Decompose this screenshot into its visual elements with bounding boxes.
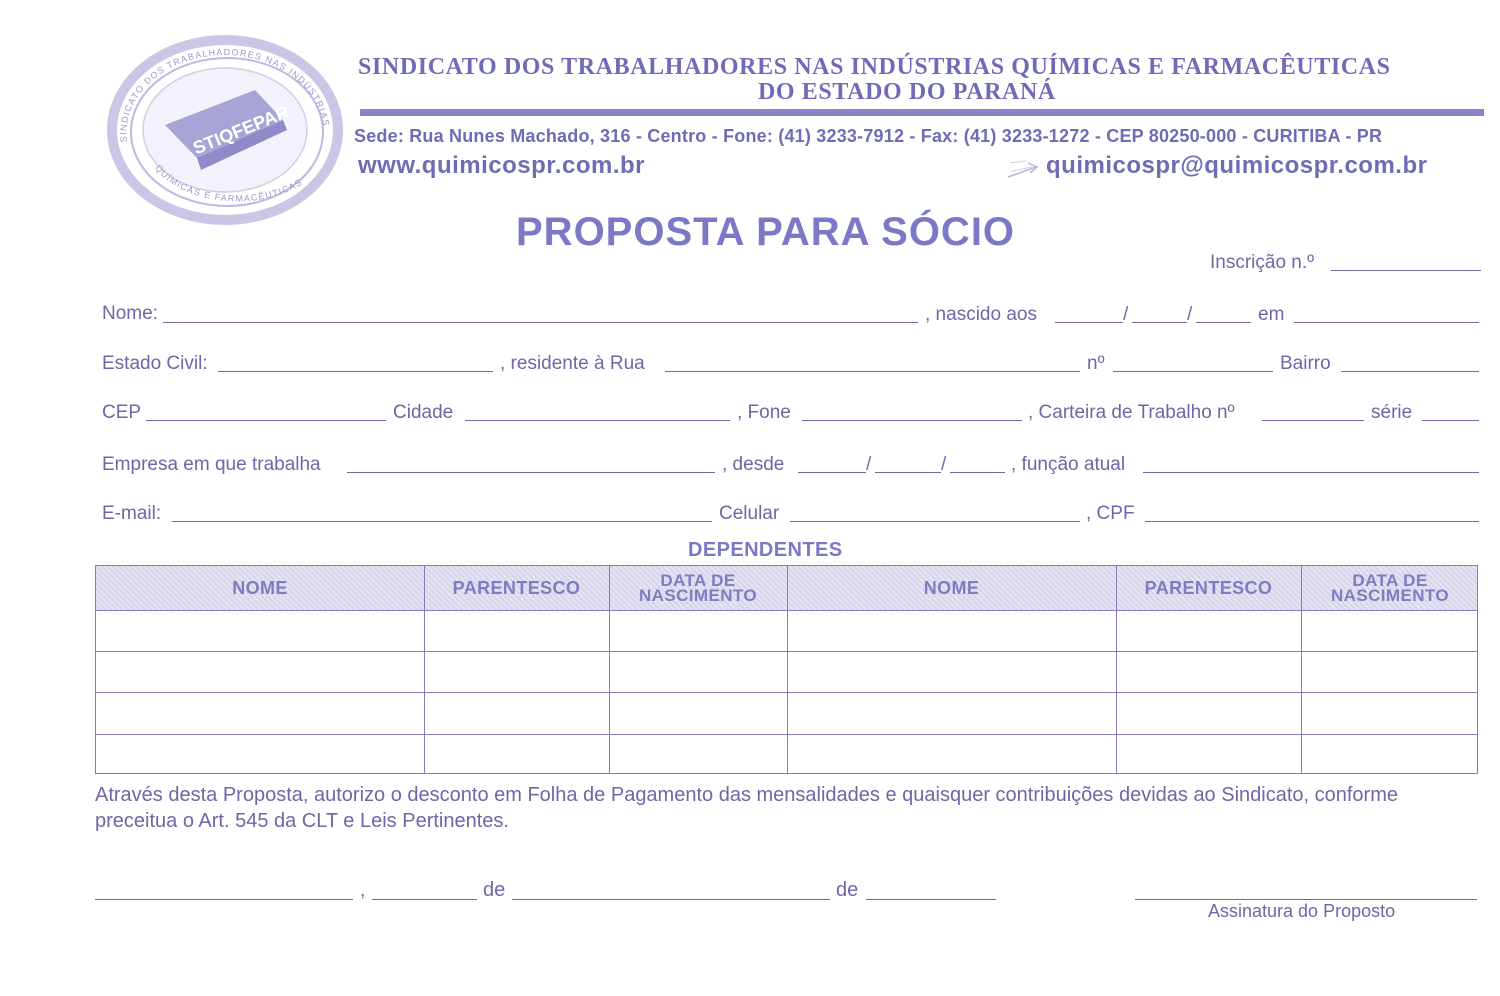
serie-field[interactable]: [1422, 420, 1479, 421]
estado-civil-label: Estado Civil:: [102, 353, 208, 374]
footer-de-label: de: [836, 879, 859, 901]
header-line: DATA DE: [1352, 571, 1428, 590]
row-divider: [96, 692, 1477, 693]
column-divider: [424, 566, 425, 773]
funcao-field[interactable]: [1143, 472, 1479, 473]
inscricao-label: Inscrição n.º: [1210, 252, 1315, 273]
address: Sede: Rua Nunes Machado, 316 - Centro - Fone: (41) 3233-7912 - Fax: (41) 3233-1272 - CEP 80250-000 - CURITIBA - PR: [354, 126, 1383, 146]
cidade-label: Cidade: [393, 402, 454, 423]
cep-label: CEP: [102, 402, 142, 423]
carteira-field[interactable]: [1262, 420, 1364, 421]
footer-month-field[interactable]: [512, 899, 830, 900]
col-header-parentesco: PARENTESCO: [1144, 577, 1273, 598]
numero-field[interactable]: [1113, 371, 1273, 372]
desde-year-field[interactable]: [950, 472, 1005, 473]
dependentes-title: DEPENDENTES: [688, 539, 843, 561]
column-divider: [1116, 566, 1117, 773]
fone-label: , Fone: [737, 402, 791, 423]
authorization-text: Através desta Proposta, autorizo o desconto em Folha de Pagamento das mensalidades e quaisquer contribuições devidas ao Sindicato, conforme preceitua o Art. 545 da CLT e Leis Pertinentes.: [95, 784, 1398, 832]
email-arrow-icon: [1006, 155, 1042, 181]
date-slash: /: [1187, 304, 1193, 325]
column-divider: [787, 566, 788, 773]
cep-field[interactable]: [146, 420, 386, 421]
column-divider: [609, 566, 610, 773]
col-header-nome: NOME: [923, 577, 980, 598]
footer-comma: ,: [360, 880, 366, 901]
celular-field[interactable]: [790, 521, 1080, 522]
union-seal-logo: [105, 30, 345, 225]
website: www.quimicospr.com.br: [358, 152, 645, 179]
svg-text:SINDICATO DOS TRABALHADORES NA: SINDICATO DOS TRABALHADORES NAS INDÚSTRIAS: [118, 47, 332, 143]
funcao-label: , função atual: [1011, 454, 1126, 475]
birth-day-field[interactable]: [1055, 322, 1123, 323]
email-address: quimicospr@quimicospr.com.br: [1046, 152, 1428, 179]
header-line: NASCIMENTO: [639, 586, 757, 605]
birth-month-field[interactable]: [1132, 322, 1187, 323]
rua-field[interactable]: [665, 371, 1080, 372]
row-divider: [96, 734, 1477, 735]
col-header-data-nascimento: [609, 566, 787, 610]
cidade-field[interactable]: [465, 420, 730, 421]
numero-label: nº: [1087, 353, 1105, 374]
nome-label: Nome:: [102, 303, 158, 324]
svg-text:QUÍMICAS E FARMACÊUTICAS: QUÍMICAS E FARMACÊUTICAS: [153, 162, 305, 204]
email-field[interactable]: [172, 521, 712, 522]
cpf-field[interactable]: [1145, 521, 1479, 522]
desde-month-field[interactable]: [875, 472, 941, 473]
header-rule: [360, 109, 1484, 116]
bairro-field[interactable]: [1341, 371, 1479, 372]
date-slash: /: [1123, 304, 1129, 325]
column-divider: [1301, 566, 1302, 773]
signature-line[interactable]: [1135, 899, 1477, 900]
estado-civil-field[interactable]: [218, 371, 493, 372]
birth-year-field[interactable]: [1196, 322, 1251, 323]
em-label: em: [1258, 304, 1285, 325]
row-divider: [96, 651, 1477, 652]
local-field[interactable]: [95, 899, 353, 900]
residente-label: , residente à Rua: [500, 353, 645, 374]
org-name-line2: DO ESTADO DO PARANÁ: [758, 79, 1056, 105]
nome-field[interactable]: [163, 322, 918, 323]
col-header-data-nascimento: [1301, 566, 1479, 610]
page-title: PROPOSTA PARA SÓCIO: [516, 210, 1016, 254]
empresa-label: Empresa em que trabalha: [102, 454, 321, 475]
serie-label: série: [1371, 402, 1413, 423]
col-header-nome: NOME: [232, 577, 288, 598]
empresa-field[interactable]: [347, 472, 715, 473]
nascido-label: , nascido aos: [925, 304, 1037, 325]
desde-label: , desde: [722, 454, 785, 475]
col-header-parentesco: PARENTESCO: [452, 577, 581, 598]
date-slash: /: [941, 454, 947, 475]
celular-label: Celular: [719, 503, 780, 524]
bairro-label: Bairro: [1280, 353, 1331, 374]
desde-day-field[interactable]: [798, 472, 866, 473]
cpf-label: , CPF: [1086, 503, 1135, 524]
fone-field[interactable]: [802, 420, 1022, 421]
carteira-label: , Carteira de Trabalho nº: [1028, 402, 1235, 423]
footer-day-field[interactable]: [372, 899, 477, 900]
footer-de-label: de: [483, 879, 506, 901]
org-name-line1: SINDICATO DOS TRABALHADORES NAS INDÚSTRIAS QUÍMICAS E FARMACÊUTICAS: [358, 54, 1391, 80]
logo-text: STIQFEPAR: [190, 101, 292, 159]
header-line: DATA DE: [660, 571, 736, 590]
header-line: NASCIMENTO: [1331, 586, 1449, 605]
email-label: E-mail:: [102, 503, 162, 524]
footer-year-field[interactable]: [866, 899, 996, 900]
inscricao-field[interactable]: [1331, 270, 1481, 271]
birthplace-field[interactable]: [1294, 322, 1479, 323]
signature-label: Assinatura do Proposto: [1208, 901, 1396, 921]
dependentes-table: [95, 565, 1478, 774]
date-slash: /: [866, 454, 872, 475]
